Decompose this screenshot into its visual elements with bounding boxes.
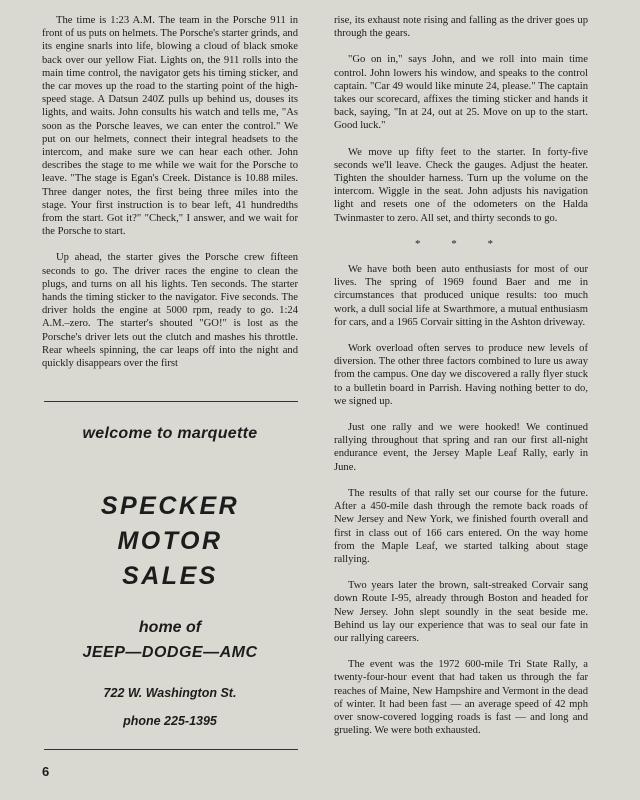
right-article-column	[334, 14, 588, 750]
article-paragraph: Up ahead, the starter gives the Porsche crew fifteen seconds to go. The driver races the engine to clean the plugs, and turns on all his lights. Ten seconds. The starter hands the timing sticker to the navigator. Five seconds. The driver holds the engine at 5000 rpm, ready to go. 1:24 A.M.–zero. The starter's shouted "GO!" is lost as the Porsche's driver lets out the clutch and mashes his throttle. Rear wheels spinning, the car leaps off into the night and quickly disappears over the first	[42, 252, 298, 370]
ad-top-rule	[44, 401, 298, 402]
article-paragraph: Work overload often serves to produce new levels of diversion. The other three factors combined to lure us away from the campus. One day we discovered a rally flyer stuck to a bulletin board in Parrish. Having nothing better to do, we signed up.	[334, 343, 588, 407]
dealer-advertisement	[42, 401, 298, 751]
article-paragraph: rise, its exhaust note rising and falling as the driver goes up through the gears.	[334, 15, 588, 40]
ad-business-name-line1: SPECKER	[100, 492, 240, 520]
ad-business-name-line3: SALES	[122, 562, 218, 590]
article-paragraph: We move up fifty feet to the starter. In forty-five seconds we'll leave. Check the gauges. Adjust the heater. Tighten the shoulder harness. Turn up the volume on the intercom. Wiggle in the seat. John adjusts his navigation light and resets one of the odometers on the Halda Twinmaster to zero. All set, and thirty seconds to go.	[334, 146, 588, 224]
article-paragraph: The results of that rally set our course for the future. After a 450-mile dash through the remote back roads of New Jersey and New York, we finished fourth overall and first in class out of 166 cars entered. On the way home from the Maple Leaf, we started talking about stage rallying.	[334, 487, 588, 565]
ad-phone: phone 225-1395	[123, 714, 217, 728]
article-paragraph: The time is 1:23 A.M. The team in the Porsche 911 in front of us puts on helmets. The Porsche's starter grinds, and its engine snarls into life, blowing a cloud of black smoke back over our yellow Fiat. Lights on, the 911 rolls into the main time control, the navigator gets his timing sticker, and the car moves up the road to the starting point of the high-speed stage. A Datsun 240Z pulls up behind us, douses its lights, and waits. John consults his watch and tells me, "As soon as the Porsche leaves, we can enter the control." We put on our helmets, connect their integral headsets to the intercom, and make sure we can hear each other. John describes the stage to me while we wait for the Porsche to leave. "The stage is Egan's Creek. Distance is 10.88 miles. Three danger notes, the first being three miles into the stage. Your first instruction is to bear left, 41 hundredths from the start. Got it?" "Check," I answer, and we wait for the Porsche to start.	[42, 15, 298, 238]
article-paragraph: Two years later the brown, salt-streaked Corvair sang down Route I-95, already through Boston and headed for New Jersey. John slept soundly in the seat beside me. Behind us lay our experience that was to seal our fate in our rallying careers.	[334, 580, 588, 644]
article-paragraph: We have both been auto enthusiasts for most of our lives. The spring of 1969 found Baer and me in circumstances that produced unique results: too much work, a dull social life at Swarthmore, a mutual enthusiasm for cars, and a 1965 Corvair sitting in the Ashton driveway.	[334, 264, 588, 328]
article-paragraph: "Go on in," says John, and we roll into main time control. John lowers his window, and speaks to the control captain. "Car 49 would like minute 24, please." The captain takes our scorecard, affixes the timing sticker and hands it back, saying, "In at 24, out at 25. Move on up to the start. Good luck."	[334, 54, 588, 132]
left-article-column	[42, 14, 298, 383]
article-paragraph: Just one rally and we were hooked! We continued rallying throughout that spring and ran our first all-night endurance event, the Jersey Maple Leaf Rally, early in June.	[334, 422, 588, 473]
ad-business-name-line2: MOTOR	[117, 527, 223, 555]
ad-bottom-rule	[44, 749, 298, 750]
ad-welcome-line: welcome to marquette	[82, 425, 258, 442]
page-number: 6	[42, 764, 50, 779]
ad-brands: JEEP—DODGE—AMC	[82, 644, 258, 661]
article-paragraph: The event was the 1972 600-mile Tri State Rally, a twenty-four-hour event that had taken us through the far reaches of Maine, New Hampshire and Vermont in the dead of winter. It had been fast — an average speed of 42 mph over snow-covered logging roads is fast — and long and grueling. We were both exhausted.	[334, 659, 588, 737]
ad-address: 722 W. Washington St.	[103, 686, 237, 700]
ad-home-of: home of	[138, 619, 202, 636]
section-break: * * *	[415, 237, 507, 250]
